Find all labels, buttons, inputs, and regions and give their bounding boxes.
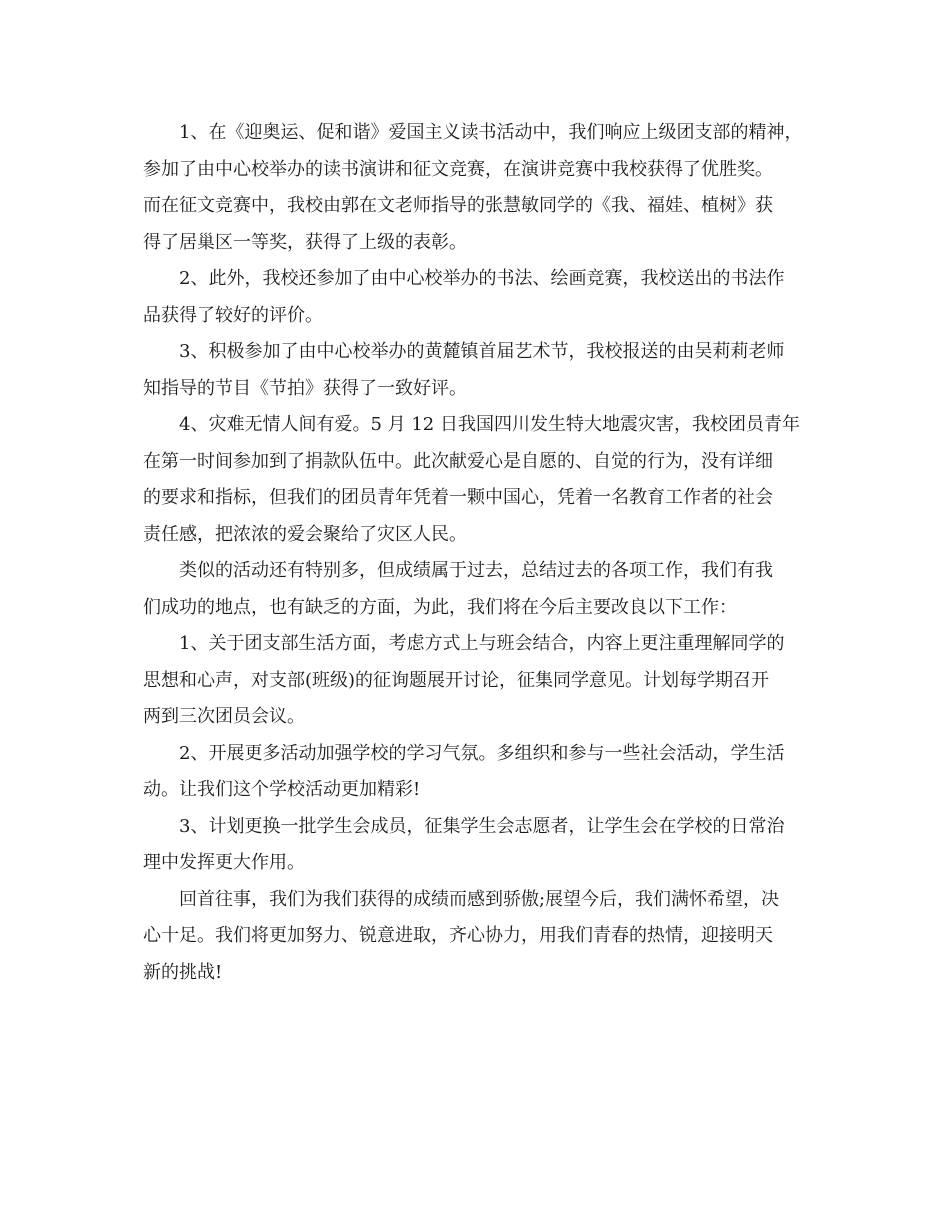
text-line: 品获得了较好的评价。 (143, 304, 323, 326)
text-line: 两到三次团员会议。 (143, 706, 305, 727)
paragraph (143, 407, 813, 553)
text-line: 在第一时间参加到了捐款队伍中。此次献爱心是自愿的、自觉的行为，没有详细 (143, 450, 773, 472)
text-line: 新的挑战! (143, 961, 223, 983)
text-line: 参加了由中心校举办的读书演讲和征文竞赛，在演讲竞赛中我校获得了优胜奖。 (143, 158, 773, 180)
text-line: 1、关于团支部生活方面，考虑方式上与班会结合，内容上更注重理解同学的 (179, 633, 785, 654)
text-line: 类似的活动还有特别多，但成绩属于过去，总结过去的各项工作，我们有我 (179, 560, 773, 581)
text-line: 1、在《迎奥运、促和谐》爱国主义读书活动中，我们响应上级团支部的精神， (179, 122, 803, 143)
text-line: 的要求和指标，但我们的团员青年凭着一颗中国心，凭着一名教育工作者的社会 (143, 487, 773, 508)
document-body (143, 115, 813, 991)
paragraph (143, 115, 813, 261)
text-line: 3、积极参加了由中心校举办的黄麓镇首届艺术节，我校报送的由吴莉莉老师 (179, 341, 785, 362)
text-line: 回首往事，我们为我们获得的成绩而感到骄傲;展望今后，我们满怀希望，决 (179, 888, 780, 910)
text-line: 2、此外，我校还参加了由中心校举办的书法、绘画竞赛，我校送出的书法作 (179, 268, 785, 289)
text-line: 理中发挥更大作用。 (143, 852, 305, 873)
text-line: 动。让我们这个学校活动更加精彩! (143, 779, 421, 800)
text-line: 4、灾难无情人间有爱。5 月 12 日我国四川发生特大地震灾害，我校团员青年 (179, 414, 800, 435)
text-line: 知指导的节目《节拍》获得了一致好评。 (143, 377, 467, 399)
text-line: 而在征文竞赛中，我校由郭在文老师指导的张慧敏同学的《我、福娃、植树》获 (143, 195, 773, 216)
paragraph (143, 261, 813, 334)
paragraph (143, 736, 813, 809)
paragraph (143, 553, 813, 626)
paragraph (143, 882, 813, 992)
paragraph (143, 809, 813, 882)
text-line: 责任感，把浓浓的爱会聚给了灾区人民。 (143, 523, 467, 545)
text-line: 思想和心声，对支部(班级)的征询题展开讨论，征集同学意见。计划每学期召开 (143, 669, 770, 691)
paragraph (143, 626, 813, 736)
paragraph (143, 334, 813, 407)
text-line: 们成功的地点，也有缺乏的方面，为此，我们将在今后主要改良以下工作： (143, 596, 737, 618)
text-line: 得了居巢区一等奖，获得了上级的表彰。 (143, 231, 467, 253)
text-line: 3、计划更换一批学生会成员，征集学生会志愿者，让学生会在学校的日常治 (179, 815, 785, 837)
text-line: 心十足。我们将更加努力、锐意进取，齐心协力，用我们青春的热情，迎接明天 (143, 925, 773, 946)
text-line: 2、开展更多活动加强学校的学习气氛。多组织和参与一些社会活动，学生活 (179, 742, 785, 764)
